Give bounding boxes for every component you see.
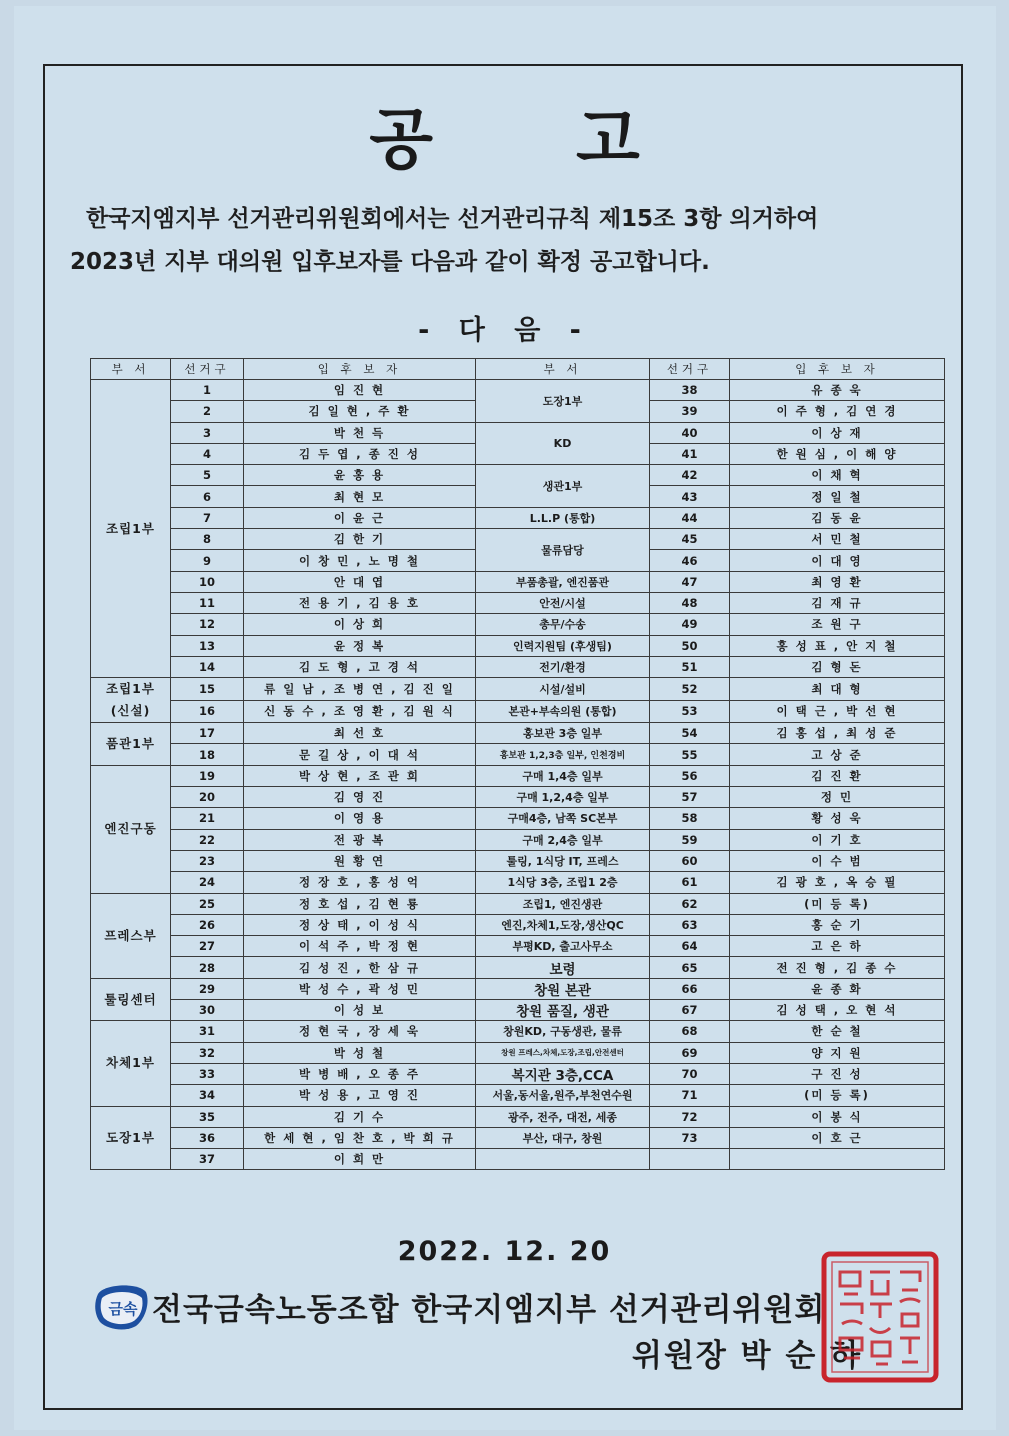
daeum-heading: - 다 음 - xyxy=(418,315,591,346)
district-number-right: 56 xyxy=(650,765,730,786)
dept-cell-right: L.L.P (통합) xyxy=(476,507,650,528)
candidate-names-right: 이 대 영 xyxy=(730,550,945,571)
candidate-names-left: 김 한 기 xyxy=(244,529,476,550)
intro-line-2: 2023년 지부 대의원 입후보자를 다음과 같이 확정 공고합니다. xyxy=(70,249,710,275)
table-row xyxy=(91,1000,945,1021)
candidate-names-right: 김 형 돈 xyxy=(730,656,945,677)
table-row xyxy=(91,893,945,914)
district-number-right: 38 xyxy=(650,380,730,401)
district-number-right: 58 xyxy=(650,808,730,829)
dept-cell-right: 구매4층, 남쪽 SC본부 xyxy=(476,808,650,829)
candidate-names-left: 원 황 연 xyxy=(244,850,476,871)
district-number-left: 22 xyxy=(171,829,244,850)
district-number-left: 21 xyxy=(171,808,244,829)
dept-cell-right: 부산, 대구, 창원 xyxy=(476,1127,650,1148)
table-row xyxy=(91,1085,945,1106)
candidate-names-left: 정 상 태 , 이 성 식 xyxy=(244,914,476,935)
candidate-names-left: 신 동 수 , 조 영 환 , 김 원 식 xyxy=(244,700,476,723)
district-number-left: 2 xyxy=(171,401,244,422)
candidate-names-right: (미 등 록) xyxy=(730,893,945,914)
candidate-names-left: 최 현 모 xyxy=(244,486,476,507)
candidate-names-right: (미 등 록) xyxy=(730,1085,945,1106)
dept-cell-left: 품관1부 xyxy=(91,723,171,766)
district-number-left: 8 xyxy=(171,529,244,550)
candidate-names-left: 박 천 득 xyxy=(244,422,476,443)
candidate-names-right: 이 상 재 xyxy=(730,422,945,443)
header-dept-right: 부 서 xyxy=(476,359,650,380)
table-row xyxy=(91,850,945,871)
table-row xyxy=(91,872,945,893)
district-number-left: 26 xyxy=(171,914,244,935)
district-number-left: 20 xyxy=(171,787,244,808)
dept-cell-right: 툴링, 1식당 IT, 프레스 xyxy=(476,850,650,871)
candidate-names-right: 양 지 원 xyxy=(730,1042,945,1063)
district-number-right: 63 xyxy=(650,914,730,935)
union-logo-icon xyxy=(92,1280,150,1332)
district-number-right: 51 xyxy=(650,656,730,677)
dept-cell-left: 조립1부 xyxy=(91,380,171,678)
dept-cell-right: 인력지원팀 (후생팀) xyxy=(476,635,650,656)
district-number-right: 66 xyxy=(650,978,730,999)
official-seal-icon xyxy=(820,1250,940,1384)
dept-cell-left: 조립1부 (신설) xyxy=(91,678,171,723)
district-number-left: 17 xyxy=(171,723,244,744)
district-number-right: 62 xyxy=(650,893,730,914)
dept-cell-right: 전기/환경 xyxy=(476,656,650,677)
candidate-names-right: 홍 순 기 xyxy=(730,914,945,935)
district-number-right: 43 xyxy=(650,486,730,507)
district-number-left: 3 xyxy=(171,422,244,443)
candidate-names-left: 정 현 국 , 장 세 욱 xyxy=(244,1021,476,1042)
district-number-right: 73 xyxy=(650,1127,730,1148)
candidate-names-left: 박 성 수 , 곽 성 민 xyxy=(244,978,476,999)
table-row xyxy=(91,592,945,613)
notice-date: 2022. 12. 20 xyxy=(397,1236,612,1267)
district-number-left: 33 xyxy=(171,1063,244,1084)
district-number-right: 49 xyxy=(650,614,730,635)
intro-line-1: 한국지엠지부 선거관리위원회에서는 선거관리규칙 제15조 3항 의거하여 xyxy=(86,206,819,232)
dept-cell-right: 서울,동서울,원주,부천연수원 xyxy=(476,1085,650,1106)
candidate-names-left: 김 영 진 xyxy=(244,787,476,808)
dept-cell-right: 물류담당 xyxy=(476,529,650,572)
candidate-names-left: 안 대 엽 xyxy=(244,571,476,592)
candidate-names-right: 김 홍 섭 , 최 성 준 xyxy=(730,723,945,744)
candidate-names-left: 정 호 섭 , 김 현 룡 xyxy=(244,893,476,914)
table-row xyxy=(91,829,945,850)
district-number-right: 55 xyxy=(650,744,730,765)
table-row xyxy=(91,635,945,656)
candidate-names-left: 한 세 현 , 임 찬 호 , 박 희 규 xyxy=(244,1127,476,1148)
district-number-left: 36 xyxy=(171,1127,244,1148)
table-row xyxy=(91,765,945,786)
candidate-names-left: 박 성 철 xyxy=(244,1042,476,1063)
candidate-names-right: 서 민 철 xyxy=(730,529,945,550)
candidate-names-left: 문 길 상 , 이 대 석 xyxy=(244,744,476,765)
district-number-left: 32 xyxy=(171,1042,244,1063)
dept-cell-right: 홍보관 3층 일부 xyxy=(476,723,650,744)
candidate-names-left: 전 용 기 , 김 용 호 xyxy=(244,592,476,613)
district-number-left: 23 xyxy=(171,850,244,871)
dept-cell-right: 구매 2,4층 일부 xyxy=(476,829,650,850)
table-header-row xyxy=(91,359,945,380)
table-row xyxy=(91,571,945,592)
district-number-left: 27 xyxy=(171,936,244,957)
candidate-names-right: 최 영 환 xyxy=(730,571,945,592)
dept-cell-right: 복지관 3층,CCA xyxy=(476,1063,650,1084)
table-row xyxy=(91,614,945,635)
table-row xyxy=(91,1106,945,1127)
district-number-right xyxy=(650,1149,730,1170)
dept-cell-right: 창원KD, 구동생관, 물류 xyxy=(476,1021,650,1042)
organization-name: 전국금속노동조합 한국지엠지부 선거관리위원회 xyxy=(152,1292,826,1328)
district-number-right: 47 xyxy=(650,571,730,592)
candidate-names-left: 정 장 호 , 홍 성 억 xyxy=(244,872,476,893)
district-number-right: 72 xyxy=(650,1106,730,1127)
candidate-names-left: 김 기 수 xyxy=(244,1106,476,1127)
dept-cell-right: 구매 1,4층 일부 xyxy=(476,765,650,786)
district-number-left: 5 xyxy=(171,465,244,486)
district-number-right: 41 xyxy=(650,443,730,464)
dept-cell-right: KD xyxy=(476,422,650,465)
candidate-table xyxy=(90,358,945,1170)
district-number-left: 4 xyxy=(171,443,244,464)
table-row xyxy=(91,1127,945,1148)
candidate-names-right: 이 수 범 xyxy=(730,850,945,871)
candidate-names-right: 김 재 규 xyxy=(730,592,945,613)
header-candidates-right: 입 후 보 자 xyxy=(730,359,945,380)
dept-cell-left: 도장1부 xyxy=(91,1106,171,1170)
chairperson-signature: 위원장 박 순 하 xyxy=(632,1338,863,1374)
dept-cell-left: 엔진구동 xyxy=(91,765,171,893)
district-number-left: 15 xyxy=(171,678,244,701)
district-number-left: 25 xyxy=(171,893,244,914)
dept-cell-left: 프레스부 xyxy=(91,893,171,978)
district-number-right: 70 xyxy=(650,1063,730,1084)
table-row xyxy=(91,914,945,935)
dept-cell-right: 1식당 3층, 조립1 2층 xyxy=(476,872,650,893)
district-number-right: 46 xyxy=(650,550,730,571)
candidate-names-left: 윤 정 복 xyxy=(244,635,476,656)
table-row xyxy=(91,1149,945,1170)
district-number-left: 24 xyxy=(171,872,244,893)
dept-cell-left: 툴링센터 xyxy=(91,978,171,1021)
table-row xyxy=(91,936,945,957)
district-number-right: 40 xyxy=(650,422,730,443)
table-row xyxy=(91,1021,945,1042)
dept-cell-right: 홍보관 1,2,3층 일부, 인천경비 xyxy=(476,744,650,765)
candidate-names-right: 김 성 택 , 오 현 석 xyxy=(730,1000,945,1021)
dept-cell-right: 본관+부속의원 (통합) xyxy=(476,700,650,723)
notice-title: 공 고 xyxy=(369,101,700,178)
district-number-right: 53 xyxy=(650,700,730,723)
dept-cell-right: 안전/시설 xyxy=(476,592,650,613)
district-number-right: 42 xyxy=(650,465,730,486)
candidate-names-right: 김 동 윤 xyxy=(730,507,945,528)
intro-paragraph xyxy=(70,198,950,284)
header-candidates-left: 입 후 보 자 xyxy=(244,359,476,380)
candidate-names-left: 최 선 호 xyxy=(244,723,476,744)
dept-cell-left: 차체1부 xyxy=(91,1021,171,1106)
district-number-left: 34 xyxy=(171,1085,244,1106)
district-number-left: 37 xyxy=(171,1149,244,1170)
candidate-names-right: 정 민 xyxy=(730,787,945,808)
table-row xyxy=(91,700,945,723)
dept-cell-right: 광주, 전주, 대전, 세종 xyxy=(476,1106,650,1127)
table-row xyxy=(91,380,945,401)
candidate-names-right: 한 원 심 , 이 해 양 xyxy=(730,443,945,464)
district-number-left: 29 xyxy=(171,978,244,999)
dept-cell-right: 구매 1,2,4층 일부 xyxy=(476,787,650,808)
candidate-names-right: 정 일 철 xyxy=(730,486,945,507)
candidate-names-right: 윤 종 화 xyxy=(730,978,945,999)
candidate-names-right: 이 채 혁 xyxy=(730,465,945,486)
dept-cell-right: 부평KD, 출고사무소 xyxy=(476,936,650,957)
candidate-names-right: 홍 성 표 , 안 지 철 xyxy=(730,635,945,656)
dept-cell-right: 창원 프레스,차체,도장,조립,안전센터 xyxy=(476,1042,650,1063)
dept-cell-right: 총무/수송 xyxy=(476,614,650,635)
table-row xyxy=(91,787,945,808)
district-number-left: 10 xyxy=(171,571,244,592)
district-number-right: 39 xyxy=(650,401,730,422)
candidate-names-left: 이 상 희 xyxy=(244,614,476,635)
dept-cell-right: 보령 xyxy=(476,957,650,978)
candidate-names-left: 임 진 현 xyxy=(244,380,476,401)
table-row xyxy=(91,656,945,677)
district-number-left: 28 xyxy=(171,957,244,978)
district-number-left: 18 xyxy=(171,744,244,765)
candidate-names-right: 김 진 환 xyxy=(730,765,945,786)
district-number-right: 54 xyxy=(650,723,730,744)
dept-cell-right: 생관1부 xyxy=(476,465,650,508)
district-number-left: 14 xyxy=(171,656,244,677)
table-row xyxy=(91,723,945,744)
candidate-names-left: 박 성 용 , 고 영 진 xyxy=(244,1085,476,1106)
district-number-left: 19 xyxy=(171,765,244,786)
district-number-right: 59 xyxy=(650,829,730,850)
candidate-names-left: 이 성 보 xyxy=(244,1000,476,1021)
district-number-left: 7 xyxy=(171,507,244,528)
district-number-right: 44 xyxy=(650,507,730,528)
district-number-right: 65 xyxy=(650,957,730,978)
dept-cell-right: 도장1부 xyxy=(476,380,650,423)
candidate-names-left: 김 일 현 , 주 환 xyxy=(244,401,476,422)
table-row xyxy=(91,808,945,829)
candidate-names-right: 이 기 호 xyxy=(730,829,945,850)
district-number-right: 50 xyxy=(650,635,730,656)
district-number-left: 1 xyxy=(171,380,244,401)
district-number-right: 45 xyxy=(650,529,730,550)
candidate-names-left: 이 석 주 , 박 정 현 xyxy=(244,936,476,957)
header-district-right: 선거구 xyxy=(650,359,730,380)
dept-cell-right: 창원 품질, 생관 xyxy=(476,1000,650,1021)
candidate-names-left: 이 윤 근 xyxy=(244,507,476,528)
candidate-names-right: 고 상 준 xyxy=(730,744,945,765)
district-number-left: 9 xyxy=(171,550,244,571)
candidate-names-left: 박 병 배 , 오 종 주 xyxy=(244,1063,476,1084)
candidate-names-right: 한 순 철 xyxy=(730,1021,945,1042)
district-number-left: 35 xyxy=(171,1106,244,1127)
candidate-names-right: 최 대 형 xyxy=(730,678,945,701)
dept-cell-right: 엔진,차체1,도장,생산QC xyxy=(476,914,650,935)
district-number-right: 64 xyxy=(650,936,730,957)
candidate-names-left: 이 창 민 , 노 명 철 xyxy=(244,550,476,571)
candidate-names-right: 이 봉 식 xyxy=(730,1106,945,1127)
district-number-left: 11 xyxy=(171,592,244,613)
dept-cell-right xyxy=(476,1149,650,1170)
candidate-names-right: 김 광 호 , 옥 승 필 xyxy=(730,872,945,893)
table-row xyxy=(91,678,945,701)
candidate-names-left: 김 도 형 , 고 경 석 xyxy=(244,656,476,677)
dept-cell-right: 창원 본관 xyxy=(476,978,650,999)
district-number-right: 60 xyxy=(650,850,730,871)
table-row xyxy=(91,957,945,978)
district-number-right: 48 xyxy=(650,592,730,613)
candidate-names-left: 류 일 남 , 조 병 연 , 김 진 일 xyxy=(244,678,476,701)
candidate-names-left: 이 영 용 xyxy=(244,808,476,829)
table-row xyxy=(91,1063,945,1084)
table-row xyxy=(91,422,945,443)
table-row xyxy=(91,529,945,550)
district-number-left: 12 xyxy=(171,614,244,635)
candidate-names-right: 구 진 성 xyxy=(730,1063,945,1084)
table-row xyxy=(91,507,945,528)
district-number-left: 31 xyxy=(171,1021,244,1042)
candidate-names-right: 이 택 근 , 박 선 현 xyxy=(730,700,945,723)
district-number-right: 68 xyxy=(650,1021,730,1042)
district-number-right: 69 xyxy=(650,1042,730,1063)
candidate-names-right: 이 호 근 xyxy=(730,1127,945,1148)
header-dept-left: 부 서 xyxy=(91,359,171,380)
header-district-left: 선거구 xyxy=(171,359,244,380)
candidate-names-left: 전 광 복 xyxy=(244,829,476,850)
table-row xyxy=(91,978,945,999)
candidate-names-left: 윤 홍 용 xyxy=(244,465,476,486)
candidate-names-left: 박 상 현 , 조 관 희 xyxy=(244,765,476,786)
dept-cell-right: 시설/설비 xyxy=(476,678,650,701)
table-row xyxy=(91,1042,945,1063)
candidate-names-right: 전 진 형 , 김 종 수 xyxy=(730,957,945,978)
district-number-left: 6 xyxy=(171,486,244,507)
candidate-names-right: 이 주 형 , 김 연 경 xyxy=(730,401,945,422)
district-number-right: 61 xyxy=(650,872,730,893)
dept-cell-right: 조립1, 엔진생관 xyxy=(476,893,650,914)
candidate-names-right xyxy=(730,1149,945,1170)
table-row xyxy=(91,465,945,486)
district-number-right: 67 xyxy=(650,1000,730,1021)
candidate-names-right: 고 은 하 xyxy=(730,936,945,957)
district-number-left: 16 xyxy=(171,700,244,723)
candidate-names-right: 황 성 욱 xyxy=(730,808,945,829)
district-number-left: 13 xyxy=(171,635,244,656)
candidate-names-left: 이 희 만 xyxy=(244,1149,476,1170)
district-number-right: 71 xyxy=(650,1085,730,1106)
table-row xyxy=(91,744,945,765)
dept-cell-right: 부품총괄, 엔진품관 xyxy=(476,571,650,592)
candidate-names-left: 김 두 엽 , 종 진 성 xyxy=(244,443,476,464)
district-number-right: 52 xyxy=(650,678,730,701)
candidate-names-left: 김 성 진 , 한 삼 규 xyxy=(244,957,476,978)
logo-text: 금속 xyxy=(108,1300,138,1318)
candidate-names-right: 유 종 욱 xyxy=(730,380,945,401)
district-number-right: 57 xyxy=(650,787,730,808)
candidate-names-right: 조 원 구 xyxy=(730,614,945,635)
district-number-left: 30 xyxy=(171,1000,244,1021)
